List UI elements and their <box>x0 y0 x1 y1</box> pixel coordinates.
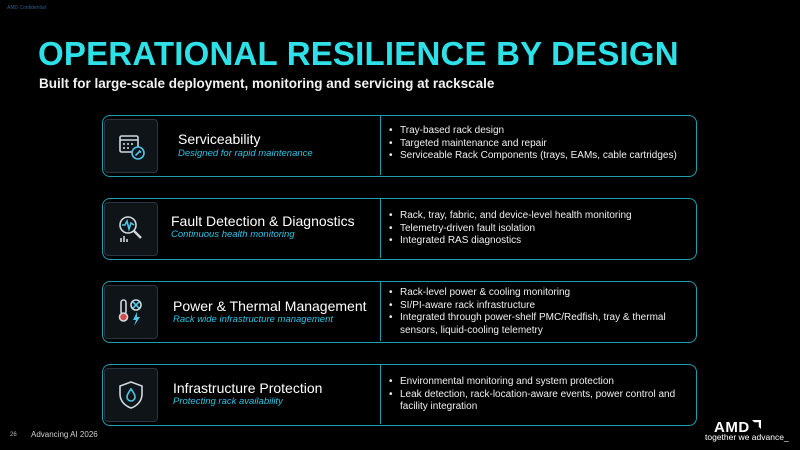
row-bullets <box>388 210 693 248</box>
bullet-item: • SI/PI-aware rack infrastructure <box>388 300 693 313</box>
row-bullets <box>388 287 693 337</box>
footer-event-label: Advancing AI 2026 <box>31 430 98 439</box>
row-divider <box>380 364 381 424</box>
row-tagline: Continuous health monitoring <box>171 229 295 240</box>
thermometer-fan-bolt-icon <box>104 285 158 339</box>
bullet-item: • Integrated RAS diagnostics <box>388 235 693 248</box>
bullet-item: • Environmental monitoring and system protection <box>388 376 693 389</box>
rack-wrench-icon <box>104 119 158 173</box>
row-divider <box>380 115 381 175</box>
bullet-item: • Rack-level power & cooling monitoring <box>388 287 693 300</box>
bullet-item: • Targeted maintenance and repair <box>388 138 693 151</box>
logo-text: AMD <box>714 419 750 436</box>
confidential-label: AMD Confidential <box>7 5 46 11</box>
bullet-item: • Rack, tray, fabric, and device-level health monitoring <box>388 210 693 223</box>
bullet-item: • Leak detection, rack-location-aware events, power control and facility integration <box>388 389 693 414</box>
row-bullets <box>388 125 693 163</box>
page-title: OPERATIONAL RESILIENCE BY DESIGN <box>38 35 679 72</box>
logo-tagline: together we advance_ <box>705 432 789 442</box>
bullet-item: • Telemetry-driven fault isolation <box>388 223 693 236</box>
bullet-item: • Tray-based rack design <box>388 125 693 138</box>
row-divider <box>380 198 381 258</box>
magnifier-chart-icon <box>104 202 158 256</box>
amd-arrow-icon <box>752 420 761 429</box>
row-heading: Fault Detection & Diagnostics <box>171 213 355 229</box>
row-heading: Infrastructure Protection <box>173 380 323 396</box>
row-bullets <box>388 376 693 414</box>
shield-drop-icon <box>104 368 158 422</box>
row-tagline: Protecting rack availability <box>173 396 283 407</box>
bullet-item: • Serviceable Rack Components (trays, EAMs, cable cartridges) <box>388 150 693 163</box>
row-tagline: Designed for rapid maintenance <box>178 148 313 159</box>
row-tagline: Rack wide infrastructure management <box>173 314 333 325</box>
row-divider <box>380 281 381 341</box>
bullet-item: • Integrated through power-shelf PMC/Redfish, tray & thermal sensors, liquid-cooling telemetry <box>388 312 693 337</box>
row-heading: Power & Thermal Management <box>173 298 367 314</box>
row-heading: Serviceability <box>178 131 261 147</box>
page-subtitle: Built for large-scale deployment, monitoring and servicing at rackscale <box>39 76 495 91</box>
page-number: 26 <box>10 432 17 438</box>
